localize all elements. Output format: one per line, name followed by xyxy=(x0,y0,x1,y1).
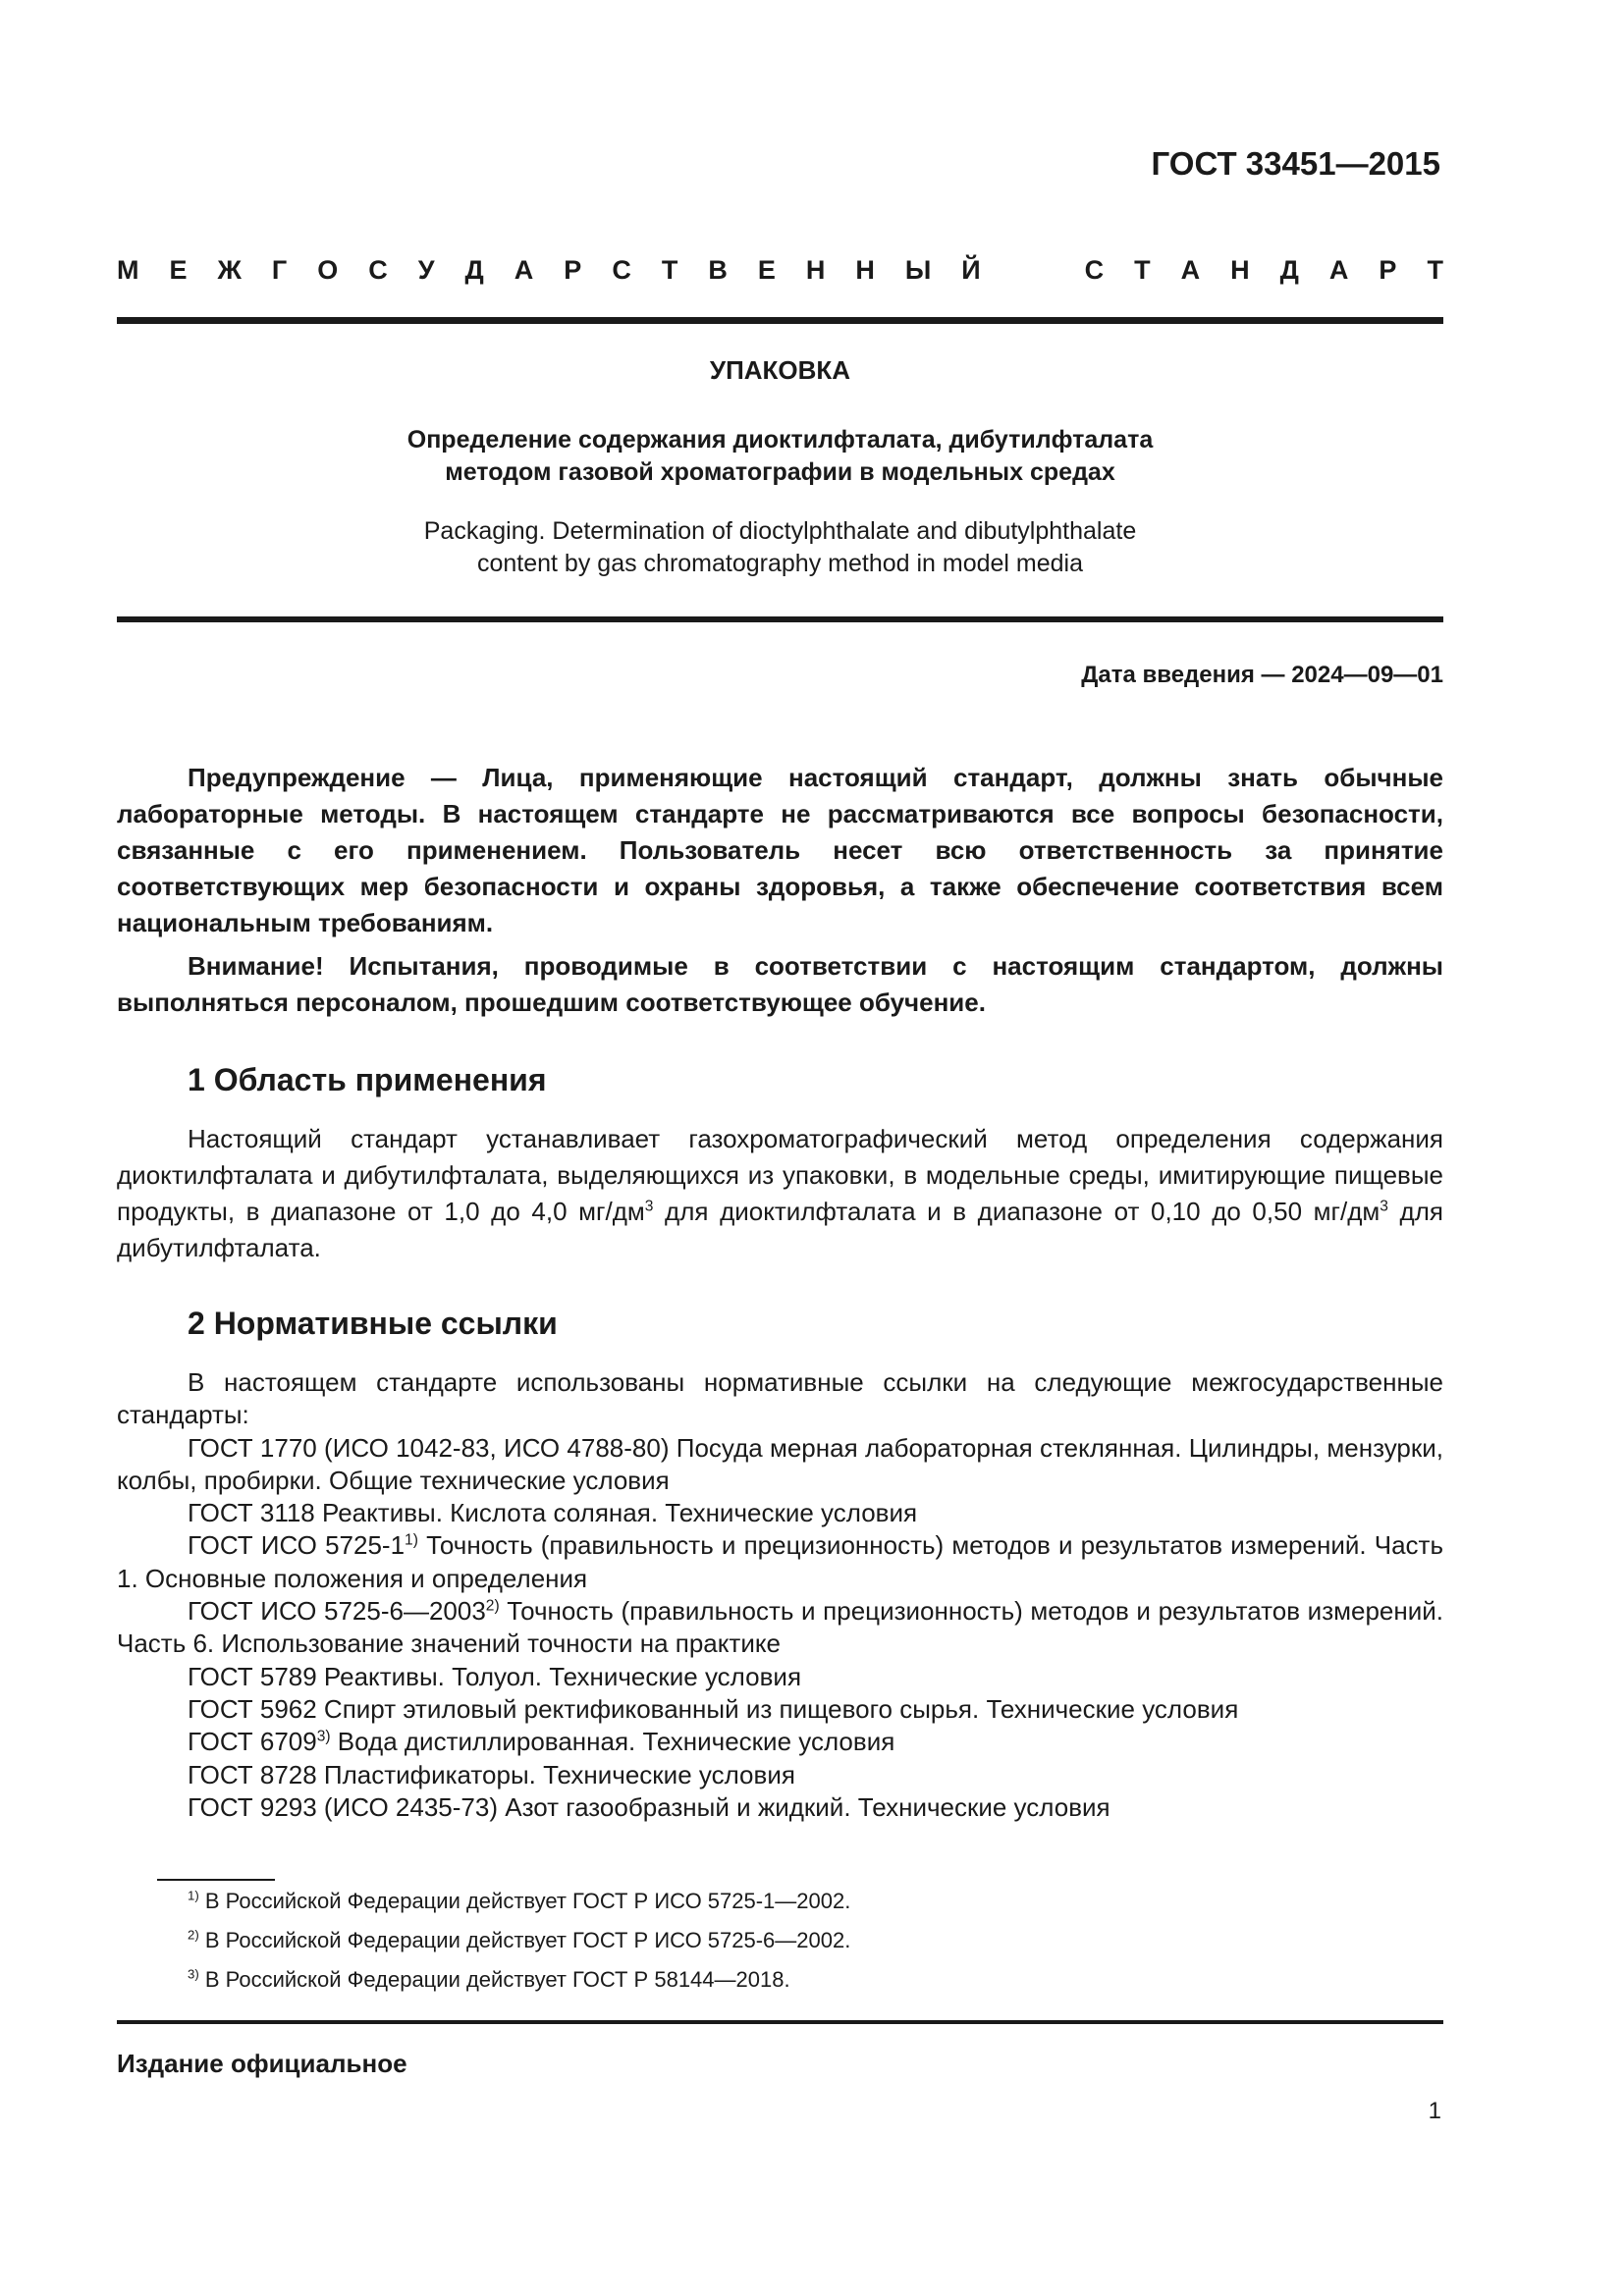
reference-item xyxy=(117,1661,1443,1693)
reference-item xyxy=(117,1497,1443,1529)
reference-item xyxy=(117,1726,1443,1758)
reference-title: Азот газообразный и жидкий. Технические условия xyxy=(498,1791,1110,1822)
reference-item xyxy=(117,1791,1443,1824)
banner-letter: Т xyxy=(1427,255,1443,285)
reference-code: ГОСТ 5962 xyxy=(188,1693,317,1724)
reference-code: ГОСТ 1770 (ИСО 1042-83, ИСО 4788-80) xyxy=(188,1432,670,1463)
indent xyxy=(117,1124,188,1153)
banner-letter: С xyxy=(612,255,631,285)
superscript: 3 xyxy=(1380,1198,1388,1215)
divider-middle xyxy=(117,616,1443,622)
subtitle-english-line: content by gas chromatography method in model media xyxy=(476,550,1084,577)
page-title: УПАКОВКА xyxy=(709,355,851,385)
warning-text: Предупреждение — Лица, применяющие настоящий стандарт, должны знать обычные лабораторные методы. В настоящем стандарте не рассматриваются все вопросы безопасности, связанные с его применением. Пользователь несет всю ответственность за принятие соответствующих мер безопасности и охраны здоровья, а также обеспечение соответствия всем национальным требованиям. xyxy=(117,763,1443,937)
page-number: 1 xyxy=(1428,2098,1441,2124)
footnote-separator xyxy=(157,1879,275,1881)
reference-code: ГОСТ 8728 xyxy=(188,1759,317,1789)
introduction-date: Дата введения — 2024—09—01 xyxy=(1081,662,1443,688)
footnote-text: В Российской Федерации действует ГОСТ Р ИСО 5725-1—2002. xyxy=(198,1889,851,1913)
banner-letter: У xyxy=(417,255,435,285)
banner-letter: Н xyxy=(1230,255,1250,285)
footnote-text: В Российской Федерации действует ГОСТ Р 58144—2018. xyxy=(198,1967,790,1992)
banner-letter: В xyxy=(708,255,728,285)
footnote-mark: 3) xyxy=(188,1966,199,1982)
official-edition-label: Издание официальное xyxy=(117,2049,407,2078)
reference-title: Посуда мерная лабораторная стеклянная. Цилиндры, мензурки, колбы, пробирки. Общие технические условия xyxy=(117,1432,1443,1495)
banner-letter: Р xyxy=(1379,255,1397,285)
section-1-text xyxy=(117,1121,1443,1266)
scope-text: Настоящий стандарт устанавливает газохроматографический метод определения содержания диоктилфталата и дибутилфталата, выделяющихся из упаковки, в модельные среды, имитирующие пищевые продукты, в диапазоне от 1,0 до 4,0 мг/дм xyxy=(117,1124,1443,1226)
reference-title: Пластификаторы. Технические условия xyxy=(316,1759,795,1789)
section-2-heading: 2 Нормативные ссылки xyxy=(188,1306,558,1341)
divider-top xyxy=(117,317,1443,324)
reference-title: Реактивы. Кислота соляная. Технические условия xyxy=(314,1498,918,1528)
reference-code: ГОСТ 6709 xyxy=(188,1727,317,1757)
reference-code: ГОСТ ИСО 5725-1 xyxy=(188,1530,406,1561)
reference-title: Точность (правильность и прецизионность) методов и результатов измерений. Часть 1. Основные положения и определения xyxy=(117,1530,1443,1593)
reference-code: ГОСТ 5789 xyxy=(188,1661,317,1691)
banner-letter: Г xyxy=(271,255,288,285)
divider-bottom xyxy=(117,2020,1443,2024)
banner-gap xyxy=(1011,252,1055,288)
interstate-standard-banner xyxy=(117,252,1443,288)
footnote-mark: 2) xyxy=(188,1927,199,1943)
attention-text: Внимание! Испытания, проводимые в соответствии с настоящим стандартом, должны выполняться персоналом, прошедшим соответствующее обучение. xyxy=(117,951,1443,1017)
subtitle-line: методом газовой хроматографии в модельных средах xyxy=(445,458,1115,486)
reference-item xyxy=(117,1529,1443,1595)
scope-text: для диоктилфталата и в диапазоне от 0,10 до 0,50 мг/дм xyxy=(653,1197,1380,1226)
document-number: ГОСТ 33451—2015 xyxy=(1151,145,1440,182)
references-intro: В настоящем стандарте использованы нормативные ссылки на следующие межгосударственные стандарты: xyxy=(117,1367,1443,1430)
scope-text: для дибутилфталата. xyxy=(117,1197,1443,1262)
footnote-text: В Российской Федерации действует ГОСТ Р ИСО 5725-6—2002. xyxy=(198,1928,851,1952)
banner-letter: С xyxy=(1084,255,1105,285)
reference-title: Вода дистиллированная. Технические условия xyxy=(330,1727,895,1757)
normative-references xyxy=(117,1366,1443,1824)
banner-letter: Е xyxy=(757,255,776,285)
reference-title: Точность (правильность и прецизионность) методов и результатов измерений. Часть 6. Использование значений точности на практике xyxy=(117,1596,1443,1659)
section-1-heading: 1 Область применения xyxy=(188,1062,547,1097)
banner-letter: Ы xyxy=(904,255,932,285)
banner-letter: А xyxy=(1180,255,1201,285)
reference-code: ГОСТ 3118 xyxy=(188,1498,315,1528)
banner-letter: А xyxy=(514,255,534,285)
subtitle-line: Определение содержания диоктилфталата, дибутилфталата xyxy=(406,426,1154,454)
reference-footnote-mark: 1) xyxy=(405,1531,418,1549)
banner-letter: Е xyxy=(169,255,188,285)
banner-letter: О xyxy=(317,255,339,285)
banner-letter: Т xyxy=(661,255,678,285)
superscript: 3 xyxy=(644,1198,654,1215)
reference-title: Спирт этиловый ректификованный из пищевого сырья. Технические условия xyxy=(316,1693,1239,1724)
reference-item xyxy=(117,1759,1443,1791)
banner-letter: Д xyxy=(1279,255,1299,285)
banner-letter: Й xyxy=(961,255,981,285)
reference-item xyxy=(117,1432,1443,1498)
banner-letter: С xyxy=(368,255,388,285)
footnote xyxy=(188,1889,850,1914)
banner-letter: А xyxy=(1328,255,1349,285)
attention-paragraph xyxy=(117,948,1443,1021)
banner-letter: Р xyxy=(564,255,582,285)
banner-letter: Н xyxy=(855,255,875,285)
reference-item xyxy=(117,1693,1443,1726)
reference-footnote-mark: 3) xyxy=(316,1728,331,1745)
reference-code: ГОСТ ИСО 5725-6—2003 xyxy=(188,1596,486,1627)
reference-footnote-mark: 2) xyxy=(485,1597,500,1615)
footnote-mark: 1) xyxy=(188,1888,199,1903)
banner-letter: Ж xyxy=(217,255,242,285)
banner-letter: М xyxy=(117,255,139,285)
banner-letter: Д xyxy=(464,255,484,285)
reference-item xyxy=(117,1595,1443,1661)
reference-title: Реактивы. Толуол. Технические условия xyxy=(316,1661,802,1691)
indent xyxy=(117,951,188,981)
subtitle-russian xyxy=(117,424,1443,489)
warning-paragraph xyxy=(117,760,1443,941)
subtitle-english-line: Packaging. Determination of dioctylphthalate and dibutylphthalate xyxy=(423,517,1137,545)
banner-letter: Н xyxy=(805,255,826,285)
subtitle-english xyxy=(117,515,1443,580)
indent xyxy=(117,763,188,792)
footnote xyxy=(188,1967,790,1993)
banner-letter: Т xyxy=(1134,255,1151,285)
footnote xyxy=(188,1928,850,1953)
reference-code: ГОСТ 9293 (ИСО 2435-73) xyxy=(188,1791,498,1822)
